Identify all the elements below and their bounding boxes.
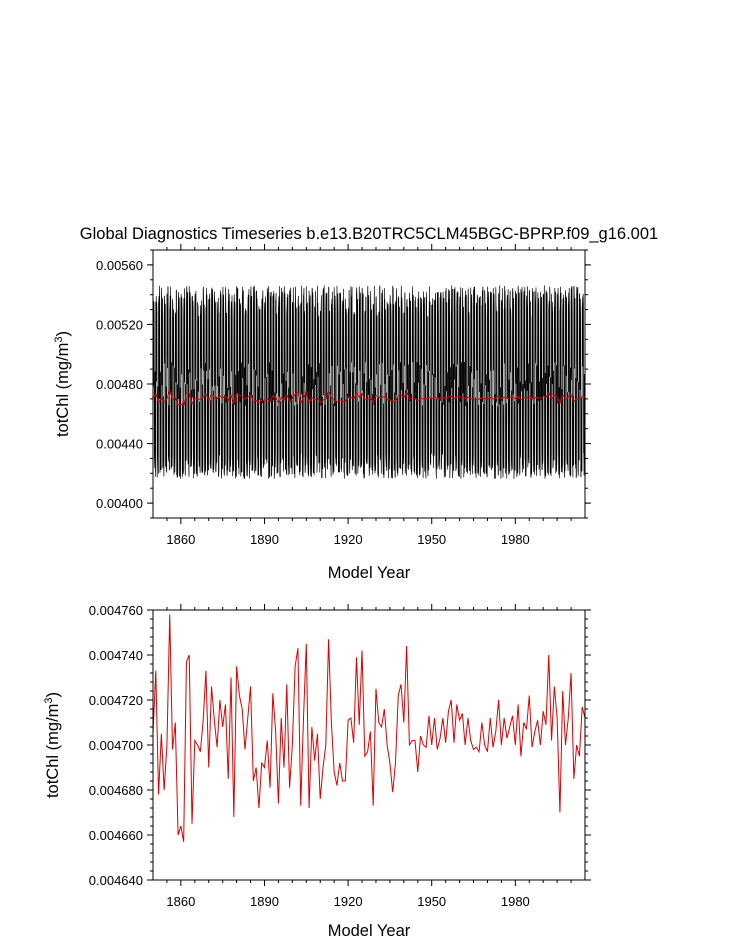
- bottom-y-tick-label: 0.004740: [88, 648, 143, 663]
- top-y-tick-label: 0.00480: [96, 377, 143, 392]
- top-y-tick-label: 0.00520: [96, 317, 143, 333]
- top-panel: [53, 244, 591, 582]
- top-y-tick-label: 0.00400: [96, 496, 143, 512]
- top-y-label-sup: 3: [53, 336, 65, 343]
- bottom-y-tick-label: 0.004720: [88, 693, 143, 708]
- top-x-tick-label: 1890: [250, 532, 279, 547]
- bottom-x-tick-label: 1950: [417, 894, 447, 909]
- bottom-y-label-end: ): [44, 691, 62, 698]
- bottom-y-label-main: totChl (mg/m: [44, 703, 62, 799]
- top-y-axis-label: [53, 331, 72, 437]
- bottom-x-tick-label: 1890: [250, 894, 279, 909]
- top-x-axis-label: Model Year: [327, 564, 411, 582]
- bottom-y-axis-label: [43, 692, 62, 798]
- top-y-tick-label: 0.00440: [96, 436, 143, 452]
- top-series: [153, 285, 585, 479]
- bottom-ticks: [89, 603, 591, 909]
- bottom-annual-mean-line: [153, 615, 585, 842]
- bottom-x-axis-label: Model Year: [327, 922, 411, 940]
- bottom-series: [153, 615, 585, 842]
- top-x-tick-label: 1920: [333, 532, 363, 547]
- bottom-panel: [43, 603, 591, 940]
- bottom-y-tick-label: 0.004700: [88, 738, 143, 753]
- top-y-label-main: totChl (mg/m: [54, 342, 72, 438]
- top-x-tick-label: 1980: [500, 532, 530, 547]
- bottom-x-tick-label: 1860: [166, 894, 196, 909]
- bottom-y-tick-label: 0.004660: [88, 828, 143, 843]
- bottom-y-tick-label: 0.004680: [88, 783, 143, 798]
- bottom-y-tick-label: 0.004640: [88, 873, 143, 888]
- bottom-x-tick-label: 1920: [333, 894, 363, 909]
- top-monthly-series-line: [153, 285, 585, 479]
- top-x-tick-label: 1860: [166, 532, 196, 547]
- bottom-y-tick-label: 0.004760: [88, 603, 143, 618]
- top-y-label-end: ): [54, 330, 72, 337]
- bottom-x-tick-label: 1980: [500, 894, 530, 909]
- top-y-tick-label: 0.00560: [96, 257, 143, 273]
- top-x-tick-label: 1950: [417, 532, 447, 547]
- figure-title: Global Diagnostics Timeseries b.e13.B20TRC5CLM45BGC-BPRP.f09_g16.001: [79, 225, 659, 243]
- bottom-y-label-sup: 3: [43, 697, 55, 704]
